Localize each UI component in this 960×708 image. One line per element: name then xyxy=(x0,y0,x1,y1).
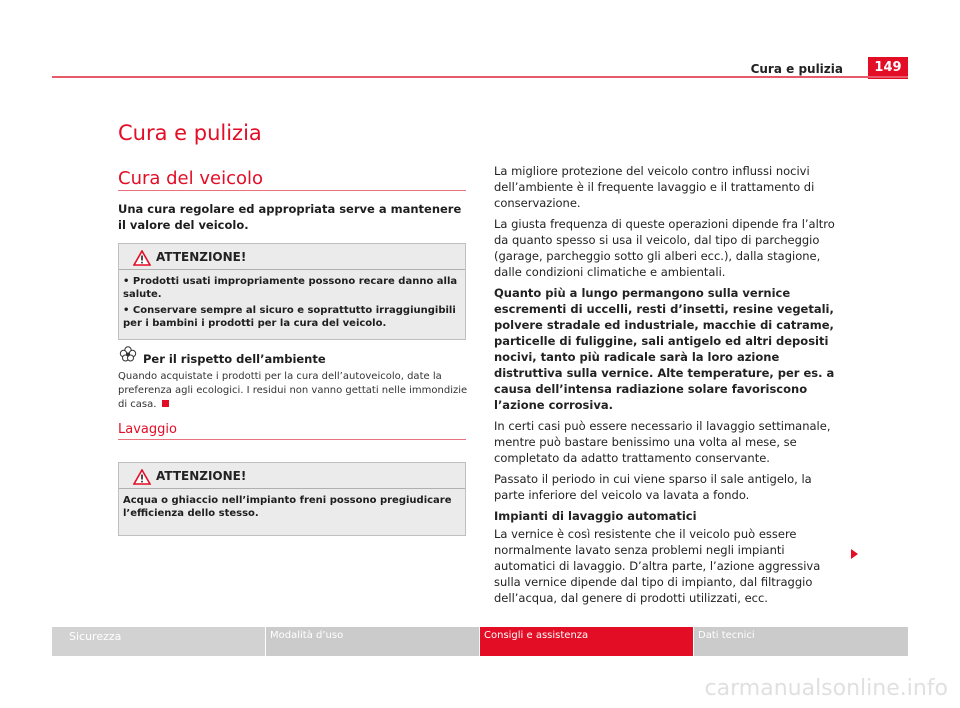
warning-header xyxy=(119,463,465,489)
watermark: carmanualsonline.info xyxy=(704,676,948,701)
header-rule xyxy=(52,76,908,78)
bold-paragraph: Quanto più a lungo permangono sulla vernice escrementi di uccelli, resti d’insetti, resine vegetali, polvere stradale ed industriale, macchie di catrame, particelle di fuliggine, sali antigelo ed altri depositi nocivi, tanto più radicale sarà la loro azione distruttiva sulla vernice. Alte temperature, per es. a causa dell’intensa radiazione solare favoriscono l’azione corrosiva. xyxy=(494,286,835,412)
page-number: 149 xyxy=(868,57,908,79)
paragraph: La giusta frequenza di queste operazioni dipende fra l’altro da quanto spesso si usa il veicolo, dal tipo di parcheggio (garage, parcheggio sotto gli alberi ecc.), dalla stagione, dalle condizioni climatiche e ambientali. xyxy=(494,217,835,279)
lead-paragraph: Una cura regolare ed appropriata serve a mantenere il valore del veicolo. xyxy=(118,202,462,232)
subsection-rule xyxy=(118,439,466,440)
warning-triangle-icon xyxy=(133,469,151,485)
chapter-title: Cura e pulizia xyxy=(118,121,262,145)
footer-tab-dati-tecnici[interactable]: Dati tecnici xyxy=(694,627,908,656)
subheading: Impianti di lavaggio automatici xyxy=(494,509,697,523)
warning-title: ATTENZIONE! xyxy=(156,250,247,264)
end-of-section-marker xyxy=(162,400,169,407)
footer-tab-modalita-uso[interactable]: Modalità d’uso xyxy=(266,627,479,656)
right-column xyxy=(494,163,844,611)
warning-item: Acqua o ghiaccio nell’impianto freni possono pregiudicare l’efficienza dello stesso. xyxy=(123,495,452,519)
warning-item: • Prodotti usati impropriamente possono recare danno alla salute. xyxy=(123,276,458,300)
warning-body xyxy=(119,489,465,535)
warning-body xyxy=(119,270,465,339)
continue-arrow-icon xyxy=(851,549,858,559)
warning-item: • Conservare sempre al sicuro e soprattutto irraggiungibili per i bambini i prodotti per la cura del veicolo. xyxy=(123,305,456,329)
warning-header xyxy=(119,244,465,270)
warning-title: ATTENZIONE! xyxy=(156,469,247,483)
section-title: Cura del veicolo xyxy=(118,168,264,189)
environment-text xyxy=(118,370,468,412)
paragraph: In certi casi può essere necessario il lavaggio settimanale, mentre può bastare benissimo una volta al mese, se completato da adatto trattamento conservante. xyxy=(494,419,831,465)
paragraph: Passato il periodo in cui viene sparso il sale antigelo, la parte inferiore del veicolo va lavata a fondo. xyxy=(494,472,812,502)
environment-text-body: Quando acquistate i prodotti per la cura dell’autoveicolo, date la preferenza agli ecologici. I residui non vanno gettati nelle immondizie di casa. xyxy=(118,371,468,410)
warning-box xyxy=(118,462,466,536)
footer-tab-sicurezza[interactable]: Sicurezza xyxy=(52,627,265,656)
running-header-title: Cura e pulizia xyxy=(750,62,843,76)
subsection-title: Lavaggio xyxy=(118,422,177,437)
paragraph: La migliore protezione del veicolo contro influssi nocivi dell’ambiente è il frequente lavaggio e il trattamento di conservazione. xyxy=(494,164,815,210)
warning-box xyxy=(118,243,466,340)
section-rule xyxy=(118,190,466,191)
flower-environment-icon xyxy=(119,346,137,362)
footer-tab-consigli-assistenza[interactable]: Consigli e assistenza xyxy=(480,627,693,656)
footer-nav xyxy=(52,627,908,656)
warning-triangle-icon xyxy=(133,250,151,266)
environment-title: Per il rispetto dell’ambiente xyxy=(143,352,326,366)
paragraph: La vernice è così resistente che il veicolo può essere normalmente lavato senza problemi negli impianti automatici di lavaggio. D’altra parte, l’azione aggressiva sulla vernice dipende dal tipo di impianto, dal filtraggio dell’acqua, dal genere di prodotti utilizzati, ecc. xyxy=(494,527,821,605)
